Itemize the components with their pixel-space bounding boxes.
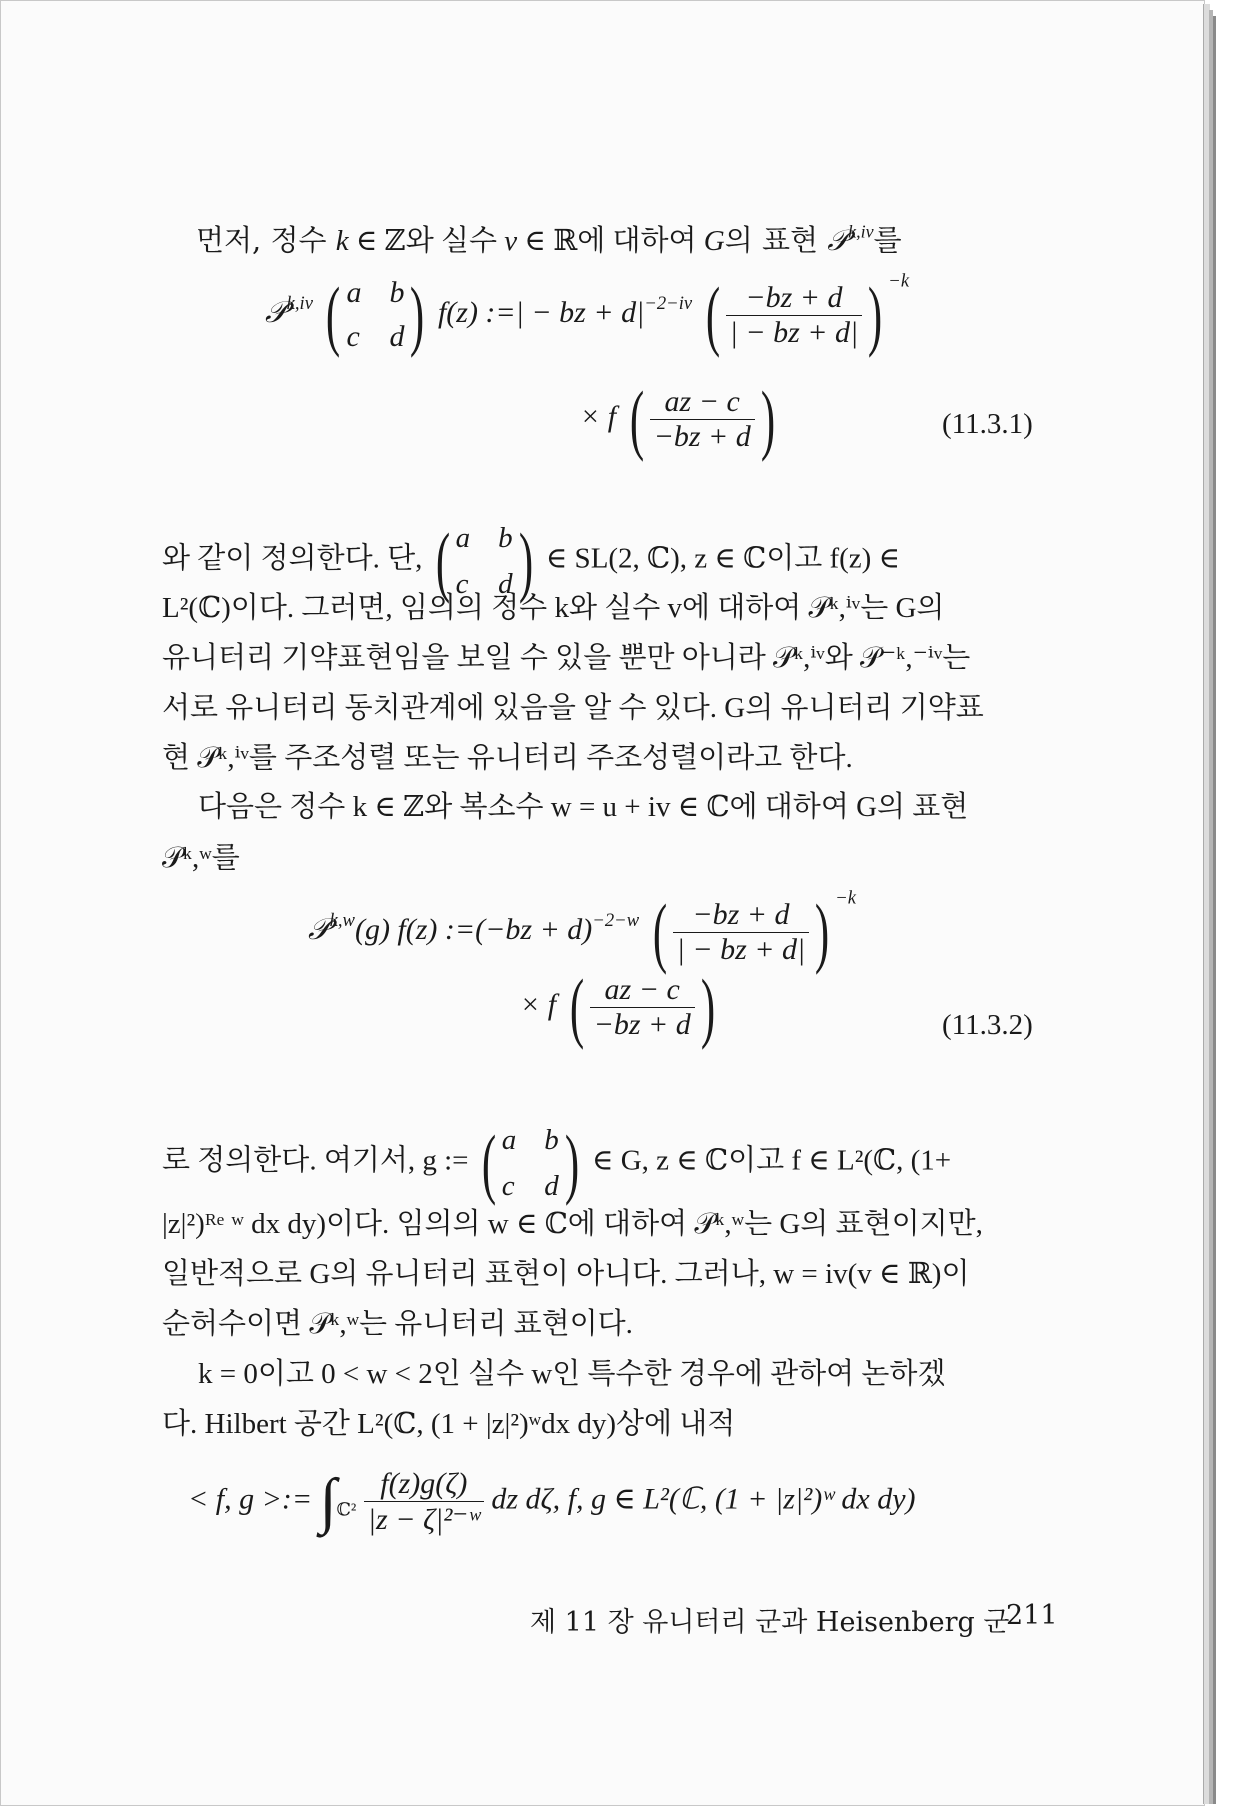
math-P: 𝒫 <box>265 294 287 330</box>
math-superscript: −2−iv <box>644 292 693 314</box>
denominator: −bz + d <box>593 1007 691 1041</box>
matrix <box>346 276 404 354</box>
math-superscript: k,w <box>329 909 355 931</box>
text: ∈ SL(2, ℂ), z ∈ ℂ이고 f(z) ∈ <box>545 542 901 575</box>
math-expression: dz dζ, f, g ∈ L²(ℂ, (1 + |z|²)ʷ dx dy) <box>491 1482 916 1516</box>
left-paren: ( <box>652 888 667 975</box>
text: 로 정의한다. 여기서, g := <box>162 1144 469 1177</box>
page-edge <box>1213 16 1216 1804</box>
paragraph-4-line: 순허수이면 𝒫ᵏ,ʷ는 유니터리 표현이다. <box>162 1308 633 1340</box>
math-P: 𝒫 <box>308 911 330 947</box>
paragraph-4-line <box>162 1119 952 1206</box>
equation-11-3-1-line2 <box>580 375 781 462</box>
matrix-entry: b <box>498 522 513 554</box>
paragraph-1-line <box>196 222 902 259</box>
fraction <box>364 1467 484 1537</box>
paragraph-4-line: |z|²)ᴿᵉ ʷ dx dy)이다. 임의의 w ∈ ℂ에 대하여 𝒫ᵏ,ʷ는 G의 표현이지만, <box>162 1208 983 1240</box>
right-paren: ) <box>518 517 533 604</box>
paragraph-2-line: 현 𝒫ᵏ,ⁱᵛ를 주조성렬 또는 유니터리 주조성렬이라고 한다. <box>162 742 853 774</box>
equation-11-3-1-line1 <box>265 270 910 358</box>
matrix-entry: c <box>346 320 360 353</box>
right-paren: ) <box>868 271 883 358</box>
denominator: | − bz + d| <box>676 932 806 966</box>
paragraph-2-line: 유니터리 기약표현임을 보일 수 있을 뿐만 아니라 𝒫ᵏ,ⁱᵛ와 𝒫⁻ᵏ,⁻ⁱᵛ는 <box>162 642 971 674</box>
integral-sign: ∫ <box>319 1467 337 1535</box>
math-k: k <box>335 225 349 257</box>
paragraph-4-line: 일반적으로 G의 유니터리 표현이 아니다. 그러나, w = iv(v ∈ ℝ)이 <box>162 1258 970 1290</box>
math-superscript: k,iv <box>286 292 313 314</box>
denominator: −bz + d <box>653 419 751 453</box>
integral-subscript: ℂ² <box>336 1499 357 1520</box>
matrix-entry: d <box>498 568 513 600</box>
text: ∈ ℝ에 대하여 <box>517 225 704 257</box>
paragraph-2-line: 서로 유니터리 동치관계에 있음을 알 수 있다. G의 유니터리 기약표 <box>162 692 984 724</box>
left-paren: ( <box>569 963 584 1050</box>
matrix-entry: b <box>389 276 405 309</box>
math-P: 𝒫 <box>827 223 849 257</box>
equation-11-3-2-line1 <box>308 887 857 975</box>
math-expression: < f, g >:= <box>188 1482 313 1516</box>
math-G: G <box>703 225 725 257</box>
denominator: |z − ζ|²⁻ʷ <box>367 1502 480 1536</box>
math-superscript: −2−w <box>592 909 640 931</box>
math-superscript: −k <box>888 270 910 292</box>
numerator: az − c <box>590 973 695 1008</box>
left-paren: ( <box>435 517 450 604</box>
text: ∈ ℤ와 실수 <box>348 225 505 257</box>
paragraph-5-line: 다. Hilbert 공간 L²(ℂ, (1 + |z|²)ʷdx dy)상에 내적 <box>162 1408 736 1440</box>
matrix-entry: b <box>544 1124 559 1156</box>
numerator: −bz + d <box>673 898 810 933</box>
numerator: −bz + d <box>726 281 863 316</box>
matrix-entry: d <box>389 320 405 353</box>
math-v: v <box>504 225 518 257</box>
fraction <box>650 385 755 454</box>
paragraph-2-line: L²(ℂ)이다. 그러면, 임의의 정수 k와 실수 v에 대하여 𝒫ᵏ,ⁱᵛ는 G의 <box>162 592 945 624</box>
math-expression: × f <box>580 399 617 433</box>
matrix-entry: d <box>544 1170 559 1202</box>
equation-11-3-2-line2 <box>520 963 721 1050</box>
left-paren: ( <box>326 271 341 358</box>
right-paren: ) <box>815 888 830 975</box>
left-paren: ( <box>705 271 720 358</box>
matrix-entry: c <box>455 568 469 600</box>
matrix-entry: a <box>501 1124 517 1156</box>
right-paren: ) <box>760 375 775 462</box>
text: 를 <box>873 223 902 257</box>
paragraph-5-line: k = 0이고 0 < w < 2인 실수 w인 특수한 경우에 관하여 논하겠 <box>198 1358 946 1390</box>
paragraph-3-line: 𝒫ᵏ,ʷ를 <box>162 842 240 874</box>
math-expression: × f <box>520 987 557 1021</box>
fraction <box>673 898 810 967</box>
matrix <box>502 1122 559 1204</box>
text: 먼저, 정수 <box>196 223 336 257</box>
math-superscript: −k <box>835 887 857 909</box>
inner-product-equation <box>188 1466 916 1537</box>
equation-number: (11.3.2) <box>942 1009 1033 1041</box>
numerator: az − c <box>650 385 755 420</box>
denominator: | − bz + d| <box>729 315 859 349</box>
right-paren: ) <box>564 1119 579 1206</box>
math-superscript: k,iv <box>848 221 874 242</box>
matrix-entry: c <box>501 1170 515 1202</box>
fraction <box>590 973 695 1042</box>
right-paren: ) <box>700 963 715 1050</box>
math-expression: (g) f(z) :=(−bz + d) <box>354 912 593 946</box>
matrix-entry: a <box>455 522 471 554</box>
right-paren: ) <box>410 271 425 358</box>
text: 의 표현 <box>724 223 828 257</box>
page-number: 211 <box>1006 1600 1058 1631</box>
matrix-entry: a <box>346 276 362 309</box>
text: ∈ G, z ∈ ℂ이고 f ∈ L²(ℂ, (1+ <box>592 1144 952 1177</box>
fraction <box>726 281 863 350</box>
text: 와 같이 정의한다. 단, <box>162 542 423 575</box>
numerator: f(z)g(ζ) <box>364 1467 484 1502</box>
chapter-footer: 제 11 장 유니터리 군과 Heisenberg 군 <box>530 1607 1010 1638</box>
paragraph-3-line: 다음은 정수 k ∈ ℤ와 복소수 w = u + iv ∈ ℂ에 대하여 G의 표현 <box>198 791 969 823</box>
left-paren: ( <box>481 1119 496 1206</box>
math-expression: f(z) :=| − bz + d| <box>437 295 645 329</box>
equation-number: (11.3.1) <box>942 408 1033 440</box>
left-paren: ( <box>629 375 644 462</box>
